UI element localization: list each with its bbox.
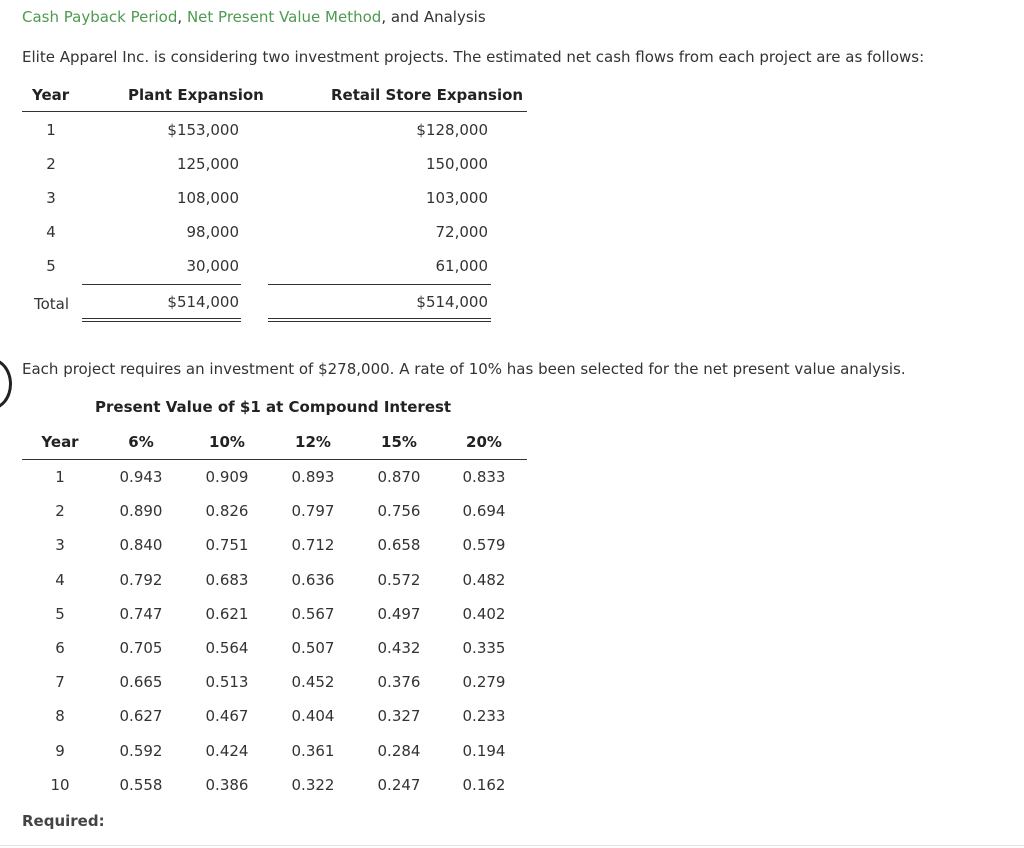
pv-cell-factor: 0.162 [462,775,506,794]
cashflow-cell-year: 5 [46,257,56,275]
cashflow-cell-plant: 98,000 [186,223,239,241]
pv-cell-year: 4 [55,570,65,589]
pv-cell-factor: 0.840 [119,536,163,555]
pv-cell-factor: 0.747 [119,604,163,623]
pv-cell-factor: 0.636 [291,570,335,589]
pv-cell-year: 10 [50,775,70,794]
pv-cell-factor: 0.792 [119,570,163,589]
pv-cell-factor: 0.404 [291,707,335,726]
pv-cell-factor: 0.402 [462,604,506,623]
pv-cell-factor: 0.279 [462,673,506,692]
pv-cell-year: 8 [55,707,65,726]
pv-cell-factor: 0.194 [462,741,506,760]
cashflow-total-plant: $514,000 [167,293,239,311]
pv-cell-factor: 0.567 [291,604,335,623]
pv-header-cell: 20% [466,433,502,451]
cashflow-header-retail: Retail Store Expansion [331,86,524,104]
cashflow-cell-retail: $128,000 [416,121,488,139]
cashflow-cell-retail: 103,000 [425,189,488,207]
pv-cell-factor: 0.564 [205,639,249,657]
cashflow-total-label: Total [34,295,70,313]
pv-cell-year: 9 [55,741,65,760]
title-separator: , [177,8,187,26]
pv-cell-factor: 0.909 [205,468,249,486]
retail-subtotal-rule [268,284,491,285]
pv-cell-factor: 0.870 [377,468,421,486]
page-title [22,7,486,27]
pv-cell-factor: 0.705 [119,639,163,657]
pv-cell-factor: 0.572 [377,570,421,589]
pv-cell-factor: 0.579 [462,536,506,555]
cashflow-header-rule [22,111,527,112]
pv-cell-factor: 0.558 [119,775,163,794]
pv-cell-factor: 0.627 [119,707,163,726]
retail-total-double-rule [268,318,491,322]
pv-cell-factor: 0.826 [205,502,249,521]
pv-cell-year: 5 [55,604,65,623]
pv-cell-factor: 0.890 [119,502,163,521]
cashflow-cell-retail: 61,000 [435,257,488,275]
cashflow-cell-retail: 150,000 [425,155,488,173]
pv-cell-factor: 0.893 [291,468,335,486]
intro-text: Elite Apparel Inc. is considering two investment projects. The estimated net cash flows from each project are as follows: [22,48,925,66]
pv-cell-factor: 0.361 [291,741,335,760]
pv-cell-factor: 0.284 [377,741,421,760]
pv-cell-factor: 0.376 [377,673,421,692]
left-margin-marker [0,358,12,410]
plant-subtotal-rule [82,284,241,285]
pv-cell-factor: 0.335 [462,639,506,657]
pv-cell-factor: 0.943 [119,468,163,486]
pv-cell-factor: 0.756 [377,502,421,521]
pv-cell-factor: 0.452 [291,673,335,692]
bottom-divider [0,845,1024,846]
pv-cell-factor: 0.621 [205,604,249,623]
cashflow-cell-year: 2 [46,155,56,173]
pv-cell-factor: 0.322 [291,775,335,794]
pv-cell-factor: 0.432 [377,639,421,657]
cashflow-cell-year: 4 [46,223,56,241]
pv-cell-factor: 0.712 [291,536,335,555]
pv-header-cell: 10% [209,433,245,451]
pv-header-cell: Year [41,433,79,451]
pv-cell-factor: 0.247 [377,775,421,794]
plant-total-double-rule [82,318,241,322]
cashflow-cell-plant: 125,000 [176,155,239,173]
pv-cell-factor: 0.327 [377,707,421,726]
pv-cell-year: 1 [55,468,65,486]
title-rest: , and Analysis [381,8,486,26]
cashflow-cell-year: 3 [46,189,56,207]
cashflow-cell-plant: $153,000 [167,121,239,139]
pv-cell-factor: 0.467 [205,707,249,726]
cashflow-total-retail: $514,000 [416,293,488,311]
pv-cell-year: 3 [55,536,65,555]
pv-table-title: Present Value of $1 at Compound Interest [95,398,452,416]
link-net-present-value-method[interactable]: Net Present Value Method [186,8,382,26]
pv-cell-year: 2 [55,502,65,521]
pv-cell-factor: 0.592 [119,741,163,760]
pv-cell-factor: 0.424 [205,741,249,760]
pv-cell-year: 6 [55,639,65,657]
pv-cell-factor: 0.386 [205,775,249,794]
pv-cell-factor: 0.694 [462,502,506,521]
pv-cell-factor: 0.658 [377,536,421,555]
pv-cell-year: 7 [55,673,65,692]
link-cash-payback-period[interactable]: Cash Payback Period [22,8,178,26]
pv-header-rule [22,459,527,460]
pv-cell-factor: 0.482 [462,570,506,589]
pv-cell-factor: 0.665 [119,673,163,692]
pv-cell-factor: 0.497 [377,604,421,623]
pv-cell-factor: 0.751 [205,536,249,555]
pv-cell-factor: 0.513 [205,673,249,692]
pv-cell-factor: 0.833 [462,468,506,486]
cashflow-cell-year: 1 [46,121,56,139]
cashflow-cell-retail: 72,000 [435,223,488,241]
pv-cell-factor: 0.507 [291,639,335,657]
pv-header-cell: 6% [128,433,154,451]
pv-cell-factor: 0.683 [205,570,249,589]
required-label: Required: [22,812,105,830]
cashflow-header-plant: Plant Expansion [128,86,264,104]
cashflow-cell-plant: 108,000 [176,189,239,207]
pv-cell-factor: 0.233 [462,707,506,726]
pv-header-cell: 15% [381,433,417,451]
cashflow-cell-plant: 30,000 [186,257,239,275]
pv-cell-factor: 0.797 [291,502,335,521]
pv-header-cell: 12% [295,433,331,451]
cashflow-header-year: Year [32,86,70,104]
investment-text: Each project requires an investment of $278,000. A rate of 10% has been selected for the net present value analysis. [22,360,906,378]
